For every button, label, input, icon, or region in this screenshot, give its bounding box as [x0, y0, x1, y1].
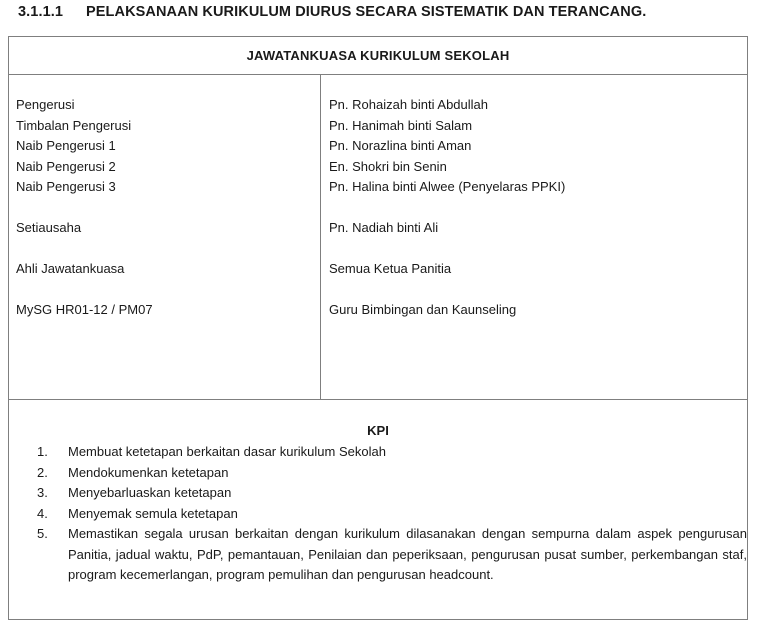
kpi-item	[37, 442, 747, 463]
kpi-number: 5.	[37, 526, 48, 541]
kpi-number: 2.	[37, 464, 48, 480]
kpi-item	[37, 524, 747, 586]
role-label: Naib Pengerusi 3	[16, 179, 116, 194]
kpi-number: 4.	[37, 505, 48, 521]
section-title: PELAKSANAAN KURIKULUM DIURUS SECARA SISTEMATIK DAN TERANCANG.	[86, 4, 647, 20]
member-name: Semua Ketua Panitia	[329, 261, 452, 276]
kpi-number: 1.	[37, 444, 48, 459]
member-name: Guru Bimbingan dan Kaunseling	[329, 302, 517, 317]
role-label: Setiausaha	[16, 220, 82, 235]
kpi-list	[37, 442, 747, 586]
names-column	[329, 95, 744, 321]
role-label: Ahli Jawatankuasa	[16, 261, 125, 276]
role-label: Naib Pengerusi 2	[16, 158, 116, 174]
row-divider	[9, 399, 747, 400]
kpi-text: Membuat ketetapan berkaitan dasar kurikulum Sekolah	[68, 444, 386, 459]
committee-table	[8, 36, 748, 620]
kpi-text: Mendokumenkan ketetapan	[68, 464, 229, 480]
kpi-item	[37, 463, 747, 484]
column-divider	[320, 74, 321, 400]
kpi-text: Menyemak semula ketetapan	[68, 505, 238, 521]
role-label: Naib Pengerusi 1	[16, 138, 116, 153]
section-heading	[18, 4, 646, 20]
role-label: Pengerusi	[16, 97, 75, 112]
kpi-item	[37, 483, 747, 504]
roles-column	[16, 95, 316, 321]
section-number: 3.1.1.1	[18, 4, 64, 20]
member-name: Pn. Nadiah binti Ali	[329, 220, 439, 235]
kpi-text: Memastikan segala urusan berkaitan dengan kurikulum dilasanakan dengan sempurna dalam aspek pengurusan Panitia, jadual waktu, PdP, pemantauan, Penilaian dan peperiksaan, pengurusan pusat sumber, perkembangan staf, program kecemerlangan, program pemulihan dan pengurusan headcount.	[68, 526, 747, 582]
kpi-number: 3.	[37, 485, 48, 500]
member-name: En. Shokri bin Senin	[329, 158, 447, 174]
kpi-title: KPI	[367, 423, 389, 438]
member-name: Pn. Rohaizah binti Abdullah	[329, 97, 489, 112]
member-name: Pn. Norazlina binti Aman	[329, 138, 472, 153]
member-name: Pn. Hanimah binti Salam	[329, 117, 473, 133]
role-label: MySG HR01-12 / PM07	[16, 302, 153, 317]
kpi-text: Menyebarluaskan ketetapan	[68, 485, 232, 500]
role-label: Timbalan Pengerusi	[16, 117, 132, 133]
member-name: Pn. Halina binti Alwee (Penyelaras PPKI)	[329, 179, 566, 194]
kpi-item	[37, 504, 747, 525]
table-title: JAWATANKUASA KURIKULUM SEKOLAH	[9, 37, 747, 75]
